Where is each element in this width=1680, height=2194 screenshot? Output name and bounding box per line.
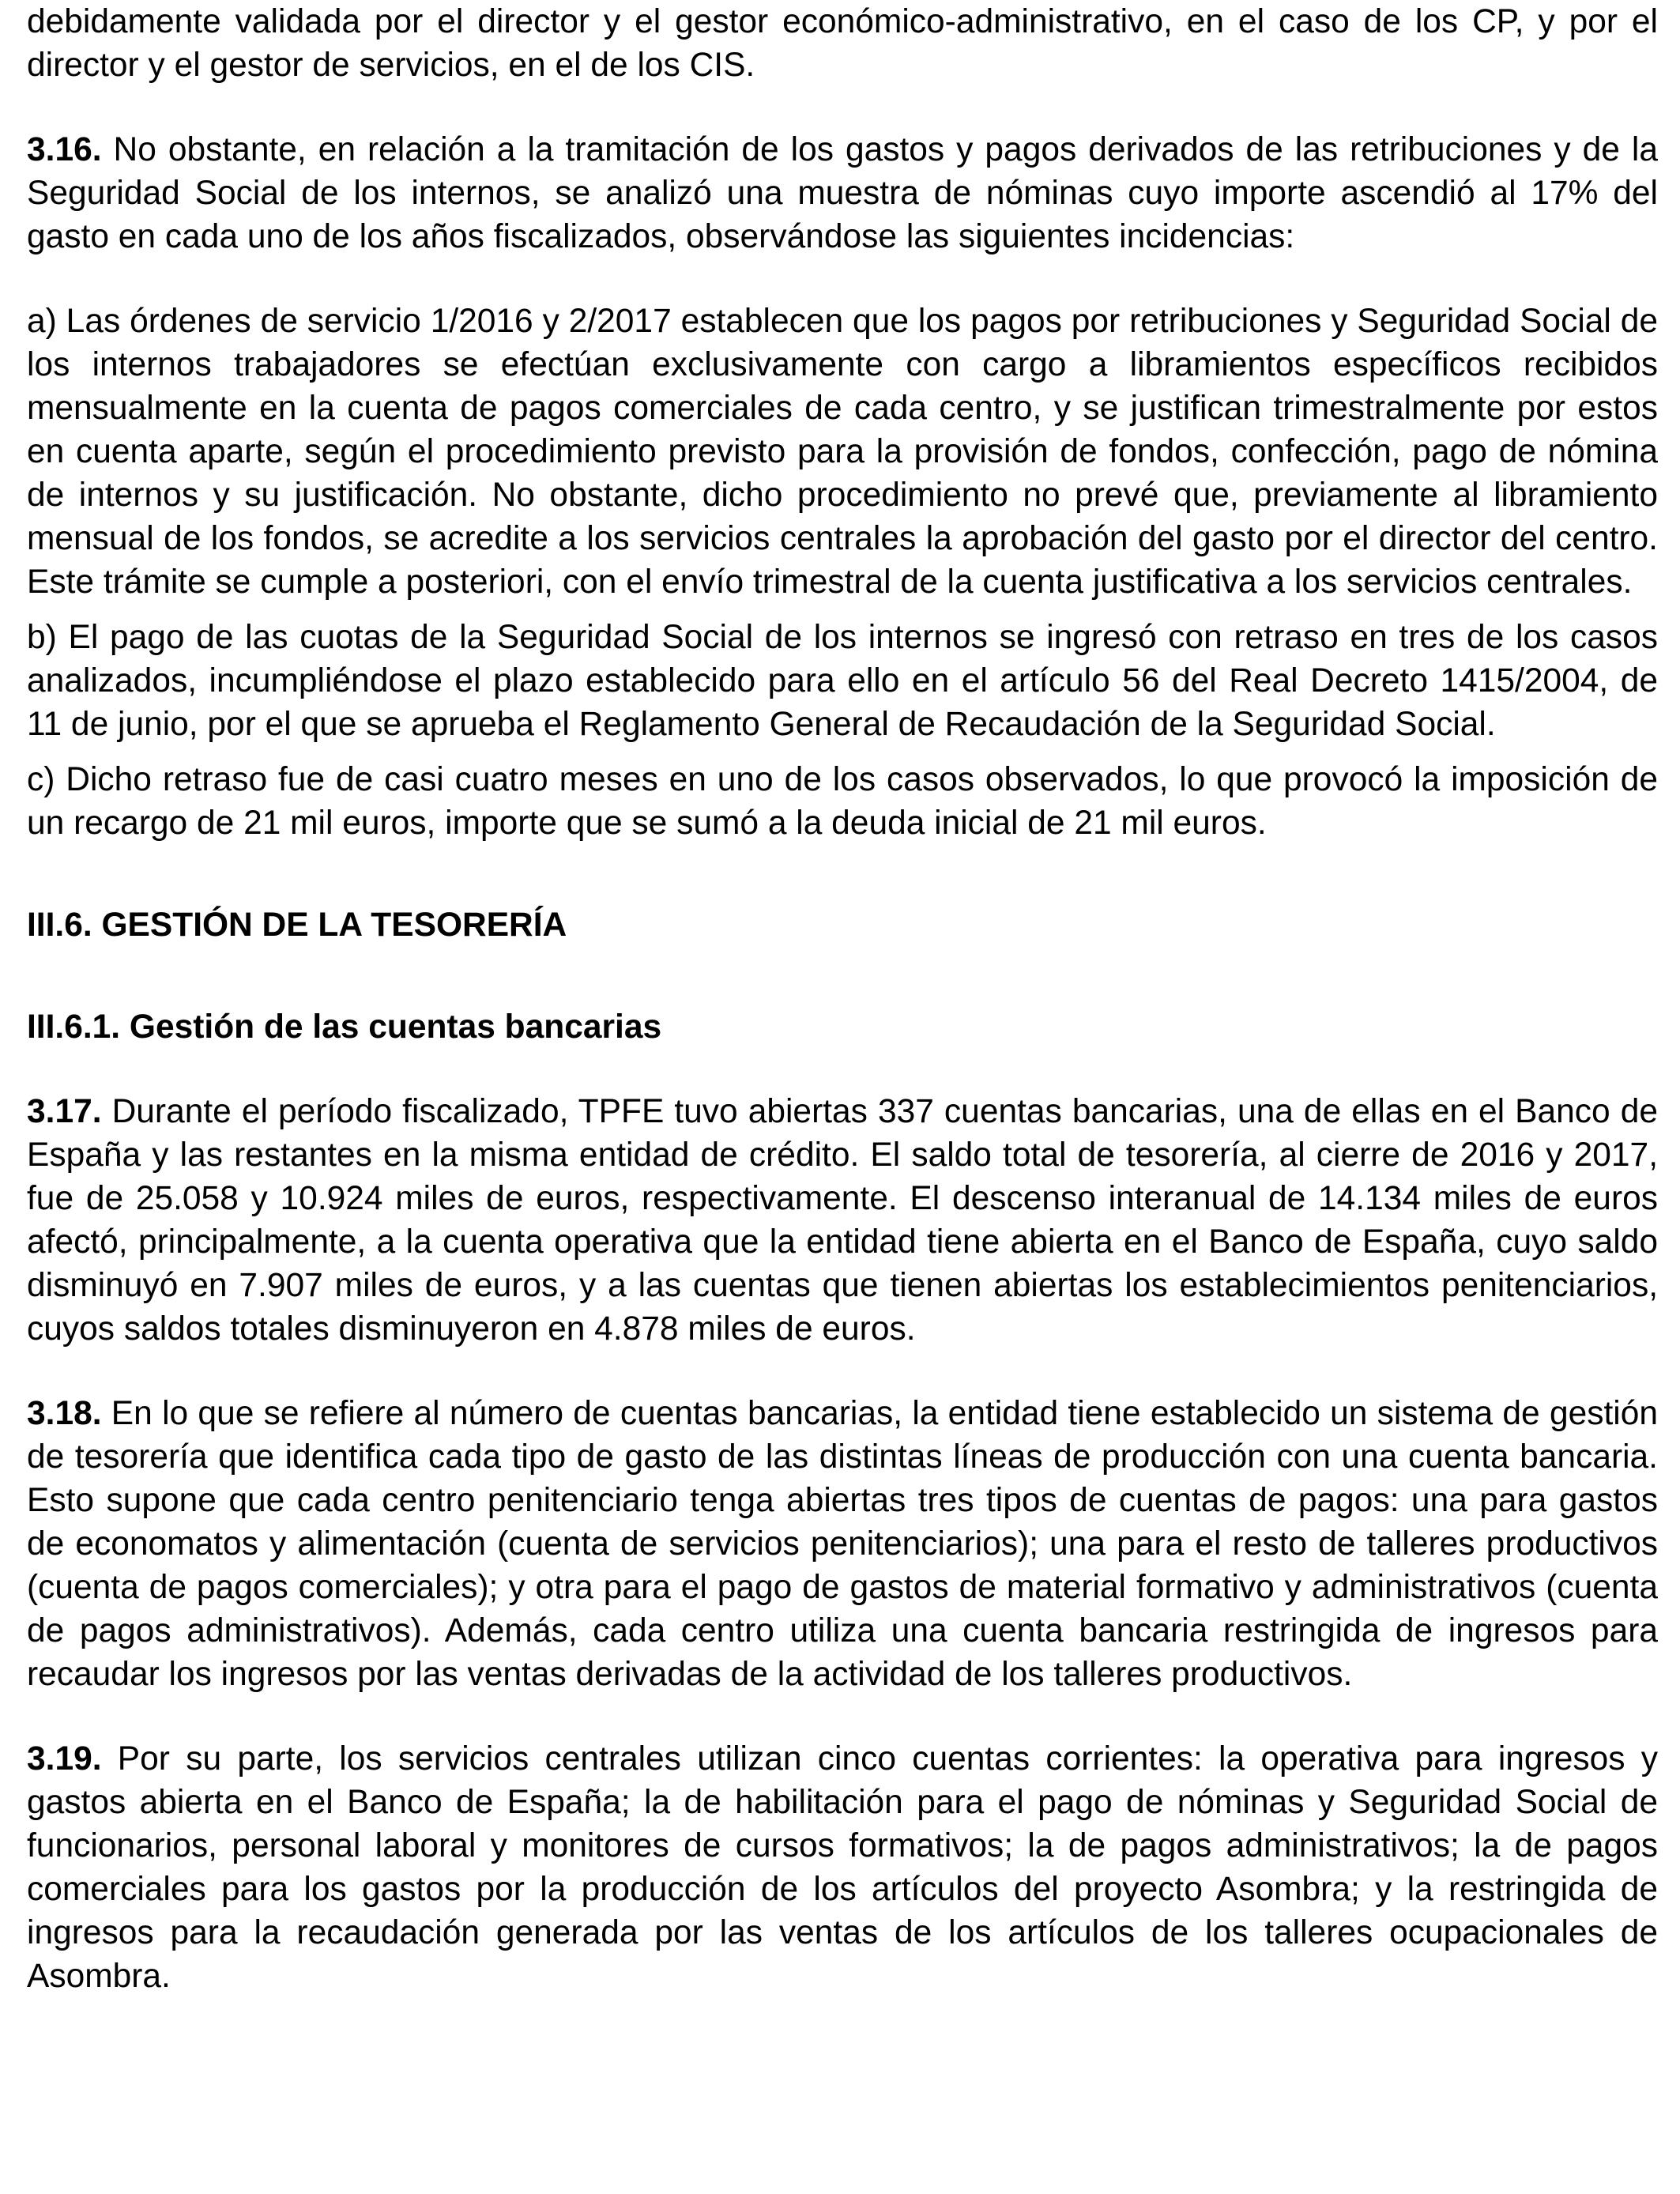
paragraph-text: Durante el período fiscalizado, TPFE tuvo abiertas 337 cuentas bancarias, una de ellas en el Banco de España y las restantes en la misma entidad de crédito. El saldo total de tesorería, al cierre de 2016 y 2017, fue de 25.058 y 10.924 miles de euros, respectivamente. El descenso interanual de 14.134 miles de euros afectó, principalmente, a la cuenta operativa que la entidad tiene abierta en el Banco de España, cuyo saldo disminuyó en 7.907 miles de euros, y a las cuentas que tienen abiertas los establecimientos penitenciarios, cuyos saldos totales disminuyeron en 4.878 miles de euros. [27,1093,1658,1348]
paragraph-number: 3.18. [27,1395,102,1432]
paragraph-3-17 [27,1090,1658,1351]
spacer [27,1696,1658,1737]
paragraph-number: 3.17. [27,1093,102,1130]
spacer [27,1049,1658,1090]
spacer [27,947,1658,1005]
spacer [27,1351,1658,1392]
list-item-a: a) Las órdenes de servicio 1/2016 y 2/2017 establecen que los pagos por retribuciones y Seguridad Social de los internos trabajadores se efectúan exclusivamente con cargo a libramientos específicos recibidos mensualmente en la cuenta de pagos comerciales de cada centro, y se justifican trimestralmente por estos en cuenta aparte, según el procedimiento previsto para la provisión de fondos, confección, pago de nómina de internos y su justificación. No obstante, dicho procedimiento no prevé que, previamente al libramiento mensual de los fondos, se acredite a los servicios centrales la aprobación del gasto por el director del centro. Este trámite se cumple a posteriori, con el envío trimestral de la cuenta justificativa a los servicios centrales. [27,303,1658,601]
paragraph-3-19 [27,1737,1658,1998]
subsection-heading: III.6.1. Gestión de las cuentas bancarias [27,1008,662,1046]
list-item-b: b) El pago de las cuotas de la Seguridad Social de los internos se ingresó con retraso en tres de los casos analizados, incumpliéndose el plazo establecido para ello en el artículo 56 del Real Decreto 1415/2004, de 11 de junio, por el que se aprueba el Reglamento General de Recaudación de la Seguridad Social. [27,619,1658,743]
paragraph-text: No obstante, en relación a la tramitación de los gastos y pagos derivados de las retribuciones y de la Seguridad Social de los internos, se analizó una muestra de nóminas cuyo importe ascendió al 17% del gasto en cada uno de los años fiscalizados, observándose las siguientes incidencias: [27,131,1658,255]
paragraph-number: 3.19. [27,1740,102,1777]
section-heading: III.6. GESTIÓN DE LA TESORERÍA [27,907,567,944]
spacer [27,845,1658,903]
paragraph-3-18 [27,1392,1658,1696]
paragraph-text: En lo que se refiere al número de cuentas bancarias, la entidad tiene establecido un sistema de gestión de tesorería que identifica cada tipo de gasto de las distintas líneas de producción con una cuenta bancaria. Esto supone que cada centro penitenciario tenga abiertas tres tipos de cuentas de pagos: una para gastos de economatos y alimentación (cuenta de servicios penitenciarios); una para el resto de talleres productivos (cuenta de pagos comerciales); y otra para el pago de gastos de material formativo y administrativos (cuenta de pagos administrativos). Además, cada centro utiliza una cuenta bancaria restringida de ingresos para recaudar los ingresos por las ventas derivadas de la actividad de los talleres productivos. [27,1395,1658,1693]
paragraph-intro: debidamente validada por el director y el gestor económico-administrativo, en el caso de los CP, y por el director y el gestor de servicios, en el de los CIS. [27,3,1658,84]
spacer [27,746,1658,758]
spacer [27,258,1658,300]
paragraph-number: 3.16. [27,131,102,168]
spacer [27,87,1658,128]
spacer [27,604,1658,616]
paragraph-3-16 [27,128,1658,258]
paragraph-text: Por su parte, los servicios centrales utilizan cinco cuentas corrientes: la operativa para ingresos y gastos abierta en el Banco de España; la de habilitación para el pago de nóminas y Seguridad Social de funcionarios, personal laboral y monitores de cursos formativos; la de pagos administrativos; la de pagos comerciales para los gastos por la producción de los artículos del proyecto Asombra; y la restringida de ingresos para la recaudación generada por las ventas de los artículos de los talleres ocupacionales de Asombra. [27,1740,1658,1995]
document-page [27,0,1658,1998]
list-item-c: c) Dicho retraso fue de casi cuatro meses en uno de los casos observados, lo que provocó la imposición de un recargo de 21 mil euros, importe que se sumó a la deuda inicial de 21 mil euros. [27,761,1658,842]
